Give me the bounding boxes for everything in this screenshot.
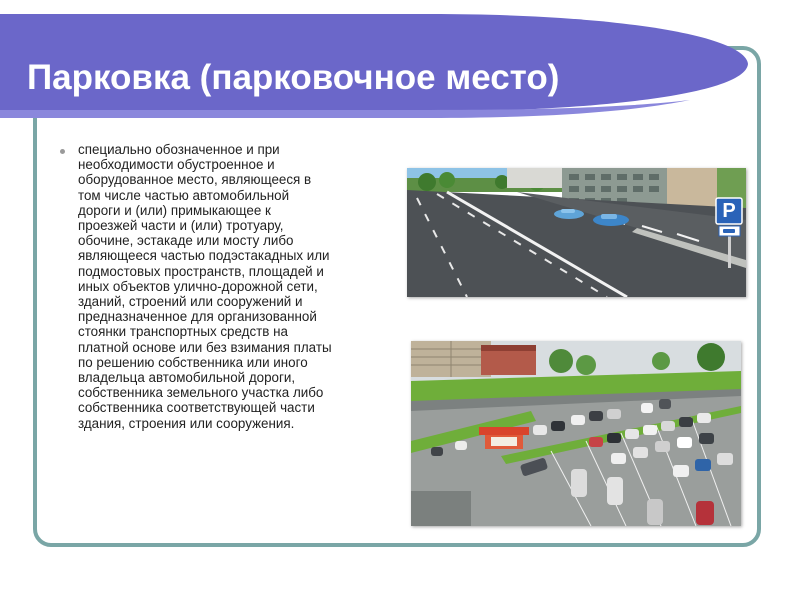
definition-line: по решению собственника или иного [78,354,308,370]
definition-line: оборудованное место, являющееся в [78,172,312,188]
definition-line: собственника земельного участка либо [78,385,324,401]
definition-line: платной основе или без взимания платы [78,339,332,355]
definition-line: необходимости обустроенное и [78,157,275,173]
definition-line: собственника соответствующей части [78,400,315,416]
definition-line: здания, строения или сооружения. [78,415,295,431]
page-title: Парковка (парковочное место) [27,58,560,97]
definition-bullet [62,142,392,431]
definition-line: владельца автомобильной дороги, [78,370,296,386]
definition-line: иных объектов улично-дорожной сети, [78,278,318,294]
definition-line: дороги и (или) примыкающее к [78,202,271,218]
bullet-icon [60,149,65,154]
definition-line: специально обозначенное и при [78,142,280,157]
definition-line: обочине, эстакаде или мосту либо [78,233,294,249]
definition-line: том числе частью автомобильной [78,187,290,203]
definition-line: проезжей части и (или) тротуару, [78,218,284,234]
definition-text [78,142,392,431]
parking-lot-illustration [411,341,741,526]
street-parking-illustration [407,168,746,297]
parking-lot-photo [411,341,741,526]
street-parking-photo [407,168,746,297]
definition-line: зданий, строений или сооружений и [78,294,303,310]
definition-line: стоянки транспортных средств на [78,324,288,340]
definition-line: подмостовых пространств, площадей и [78,263,324,279]
title-banner [0,14,760,118]
definition-line: являющееся частью подэстакадных или [78,248,330,264]
definition-line: предназначенное для организованной [78,309,317,325]
parking-sign-letter: P [722,200,736,222]
